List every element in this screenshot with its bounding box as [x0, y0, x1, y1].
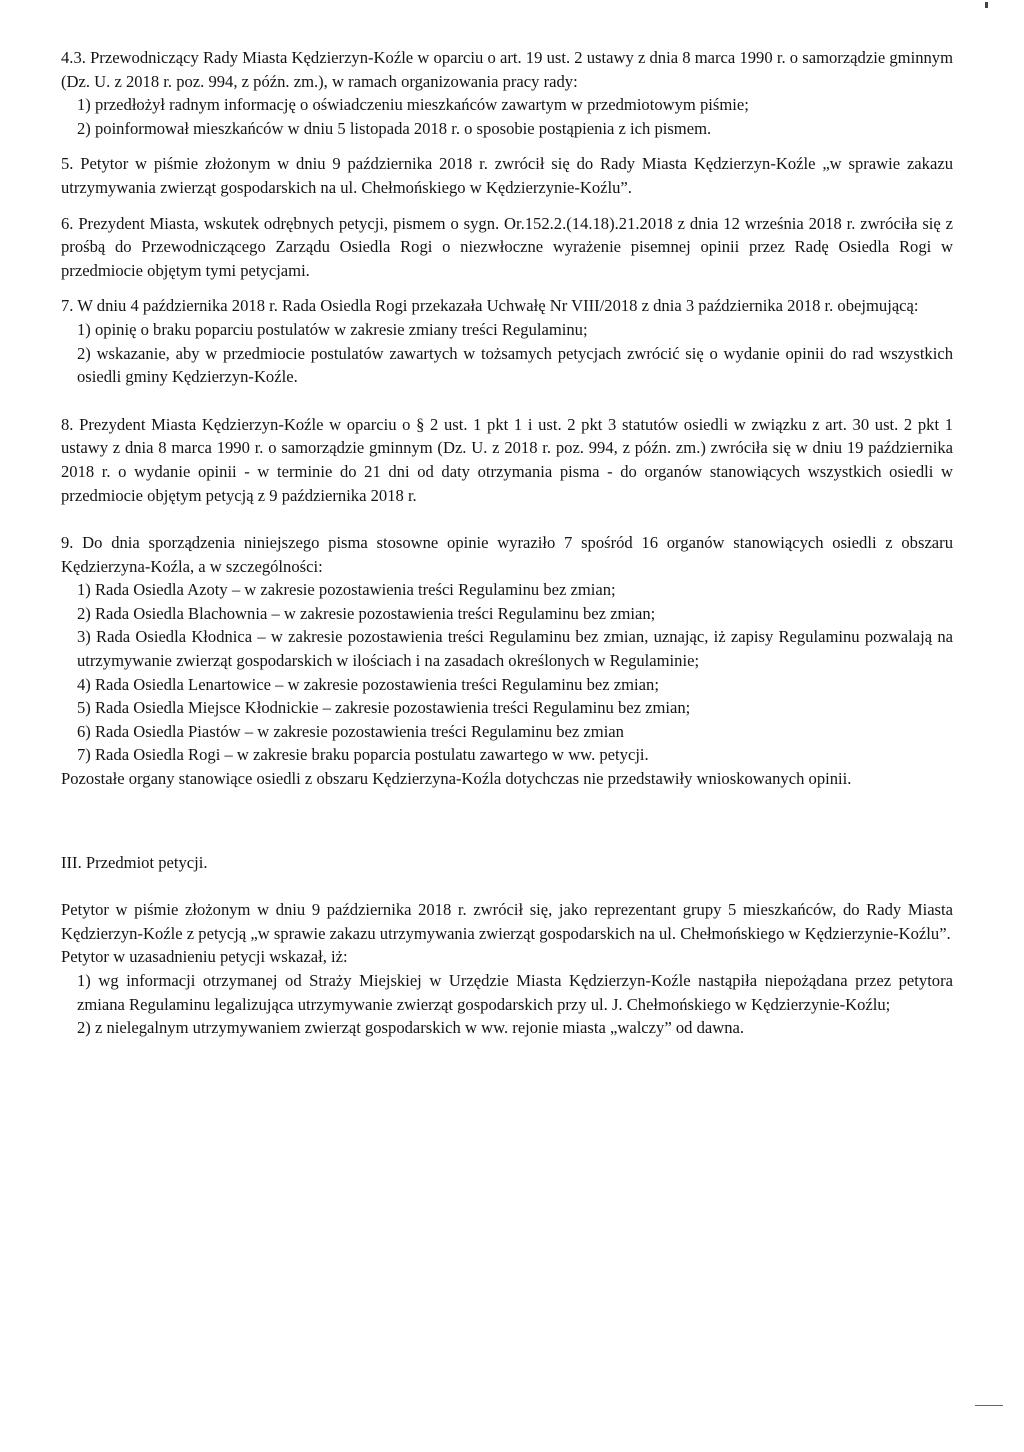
paragraph: 7. W dniu 4 października 2018 r. Rada Osiedla Rogi przekazała Uchwałę Nr VIII/2018 z dnia 3 października 2018 r. obejmującą:: [61, 296, 919, 316]
paragraph: 6. Prezydent Miasta, wskutek odrębnych petycji, pismem o sygn. Or.152.2.(14.18).21.2018 z dnia 12 września 2018 r. zwróciła się z prośbą do Przewodniczącego Zarządu Osiedla Rogi o niezwłoczne wyrażenie pisemnej opinii przez Radę Osiedla Rogi w przedmiocie objętym tymi petycjami.: [61, 213, 953, 280]
list-item: 2) z nielegalnym utrzymywaniem zwierząt gospodarskich w ww. rejonie miasta „walczy” od dawna.: [77, 1018, 745, 1038]
paragraph: Petytor w uzasadnieniu petycji wskazał, iż:: [61, 947, 348, 967]
paragraph: Pozostałe organy stanowiące osiedli z obszaru Kędzierzyna-Koźla dotychczas nie przedstawiły wnioskowanych opinii.: [61, 769, 852, 789]
scan-mark: [985, 2, 988, 8]
list-item: 3) Rada Osiedla Kłodnica – w zakresie pozostawienia treści Regulaminu bez zmian, uznając, iż zapisy Regulaminu pozwalają na utrzymywanie zwierząt gospodarskich w ilościach i na zasadach określonych w Regulaminie;: [77, 627, 953, 671]
list-item: 1) opinię o braku poparciu postulatów w zakresie zmiany treści Regulaminu;: [77, 319, 588, 339]
scan-mark: [975, 1405, 1003, 1406]
section-III: [61, 851, 953, 875]
section-9: [61, 531, 953, 791]
section-III-body: [61, 898, 953, 1040]
list-item: 4) Rada Osiedla Lenartowice – w zakresie pozostawienia treści Regulaminu bez zmian;: [77, 674, 659, 694]
paragraph: 5. Petytor w piśmie złożonym w dniu 9 października 2018 r. zwrócił się do Rady Miasta Kędzierzyn-Koźle „w sprawie zakazu utrzymywania zwierząt gospodarskich na ul. Chełmońskiego w Kędzierzynie-Koźlu”.: [61, 154, 953, 197]
paragraph: 8. Prezydent Miasta Kędzierzyn-Koźle w oparciu o § 2 ust. 1 pkt 1 i ust. 2 pkt 3 statutów osiedli w związku z art. 30 ust. 2 pkt 1 ustawy z dnia 8 marca 1990 r. o samorządzie gminnym (Dz. U. z 2018 r. poz. 994, z późn. zm.) zwróciła się w dniu 19 października 2018 r. o wydanie opinii - w terminie do 21 dni od daty otrzymania pisma - do organów stanowiących wszystkich osiedli w przedmiocie objętym petycją z 9 października 2018 r.: [61, 414, 953, 505]
section-8: [61, 413, 953, 507]
document-page: [61, 46, 953, 1040]
list-item: 1) wg informacji otrzymanej od Straży Miejskiej w Urzędzie Miasta Kędzierzyn-Koźle nastąpiła niepożądana przez petytora zmiana Regulaminu legalizująca utrzymywanie zwierząt gospodarskich przy ul. J. Chełmońskiego w Kędzierzynie-Koźlu;: [77, 971, 953, 1014]
section-5: [61, 152, 953, 199]
paragraph: 9. Do dnia sporządzenia niniejszego pisma stosowne opinie wyraziło 7 spośród 16 organów stanowiących osiedli z obszaru Kędzierzyna-Koźla, a w szczególności:: [61, 533, 953, 576]
list-item: 2) poinformował mieszkańców w dniu 5 listopada 2018 r. o sposobie postąpienia z ich pismem.: [77, 118, 712, 138]
list-item: 2) Rada Osiedla Blachownia – w zakresie pozostawienia treści Regulaminu bez zmian;: [77, 603, 656, 623]
list-item: 6) Rada Osiedla Piastów – w zakresie pozostawienia treści Regulaminu bez zmian: [77, 721, 624, 741]
list-item: 1) przedłożył radnym informację o oświadczeniu mieszkańców zawartym w przedmiotowym piśmie;: [77, 95, 749, 115]
section-heading: III. Przedmiot petycji.: [61, 852, 208, 872]
paragraph: Petytor w piśmie złożonym w dniu 9 października 2018 r. zwrócił się, jako reprezentant grupy 5 mieszkańców, do Rady Miasta Kędzierzyn-Koźle z petycją „w sprawie zakazu utrzymywania zwierząt gospodarskich na ul. Chełmońskiego w Kędzierzynie-Koźlu”.: [61, 900, 953, 943]
list-item: 1) Rada Osiedla Azoty – w zakresie pozostawienia treści Regulaminu bez zmian;: [77, 580, 616, 600]
section-6: [61, 212, 953, 283]
list-item: 7) Rada Osiedla Rogi – w zakresie braku poparcia postulatu zawartego w ww. petycji.: [77, 745, 649, 765]
list-item: 2) wskazanie, aby w przedmiocie postulatów zawartych w tożsamych petycjach zwrócić się o wydanie opinii do rad wszystkich osiedli gminy Kędzierzyn-Koźle.: [77, 343, 953, 387]
section-4-3: [61, 46, 953, 140]
section-7: [61, 294, 953, 388]
list-item: 5) Rada Osiedla Miejsce Kłodnickie – zakresie pozostawienia treści Regulaminu bez zmian;: [77, 698, 691, 718]
paragraph: 4.3. Przewodniczący Rady Miasta Kędzierzyn-Koźle w oparciu o art. 19 ust. 2 ustawy z dnia 8 marca 1990 r. o samorządzie gminnym (Dz. U. z 2018 r. poz. 994, z późn. zm.), w ramach organizowania pracy rady:: [61, 48, 953, 91]
